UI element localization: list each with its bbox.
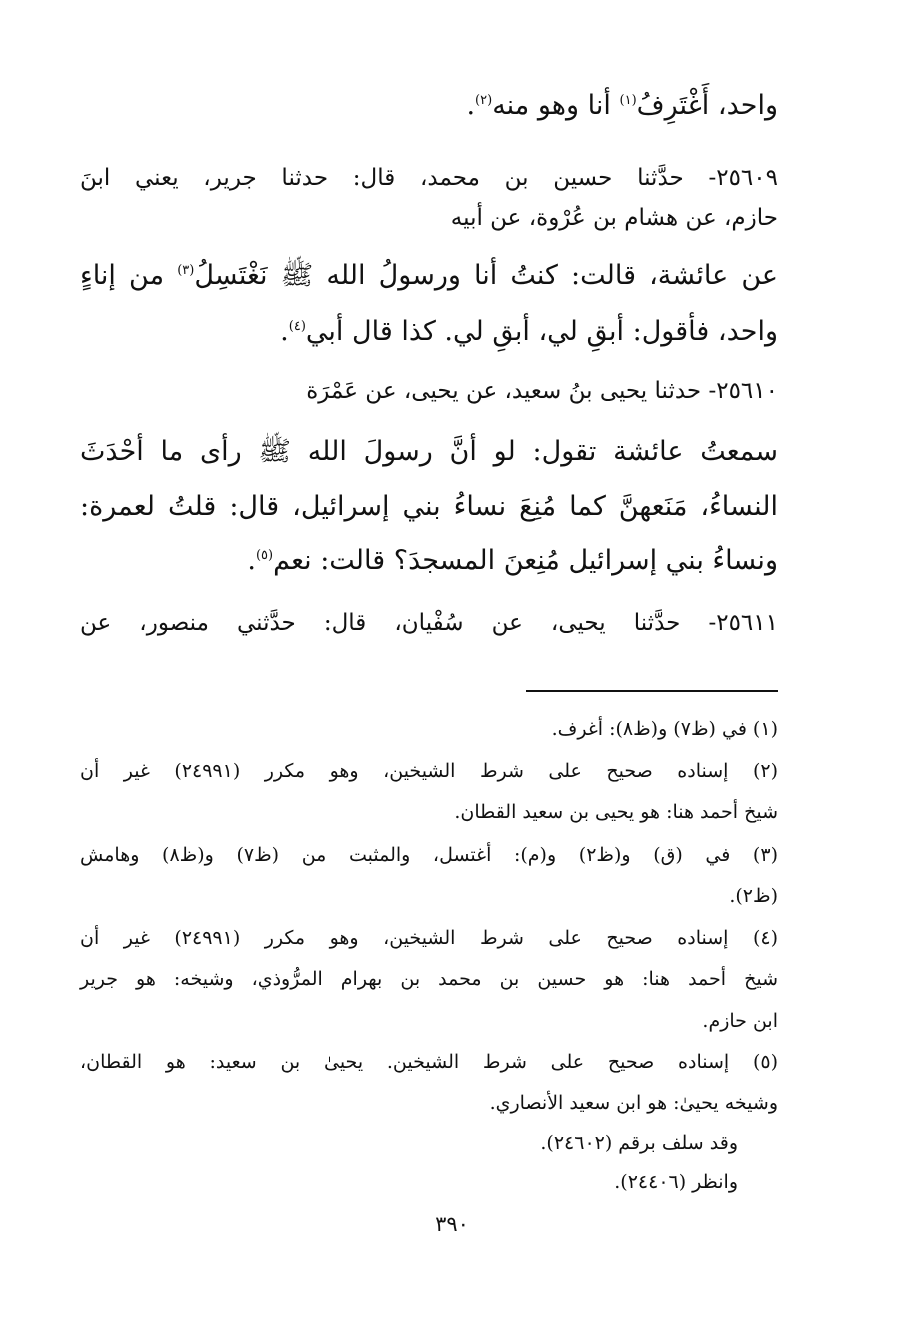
footnote-4-cont: شيخ أحمد هنا: هو حسين بن محمد بن بهرام المرُّوذي، وشيخه: هو جرير bbox=[80, 968, 778, 990]
footnote-4: (٤) إسناده صحيح على شرط الشيخين، وهو مكرر (٢٤٩٩١) غير أن bbox=[80, 927, 778, 949]
footnote-5: (٥) إسناده صحيح على شرط الشيخين. يحيىٰ بن سعيد: هو القطان، bbox=[80, 1051, 778, 1073]
page-number: ٣٩٠ bbox=[435, 1212, 469, 1236]
footnote-ref[interactable]: (٥) bbox=[255, 548, 274, 563]
footnote-5-cont: وشيخه يحيىٰ: هو ابن سعيد الأنصاري. bbox=[489, 1092, 778, 1114]
footnote-3: (٣) في (ق) و(ظ٢) و(م): أغتسل، والمثبت من (ظ٧) و(ظ٨) وهامش bbox=[80, 844, 778, 866]
hadith-number-25610: ٢٥٦١٠- حدثنا يحيى بنُ سعيد، عن يحيى، عن عَمْرَة bbox=[306, 378, 778, 404]
text-line: واحد، أَغْتَرِفُ$^{(١)}$ أنا وهو منه$^{(٢)}$. bbox=[466, 90, 778, 121]
footnote-1: (١) في (ظ٧) و(ظ٨): أغرف. bbox=[551, 718, 778, 740]
footnote-2-cont: شيخ أحمد هنا: هو يحيى بن سعيد القطان. bbox=[454, 801, 778, 823]
text-line: واحد، فأقول: أبقِ لي، أبقِ لي. كذا قال أبي$^{(٤)}$. bbox=[280, 316, 778, 347]
isnad-line: حازم، عن هشام بن عُرْوة، عن أبيه bbox=[450, 205, 778, 231]
book-page bbox=[80, 0, 778, 1337]
footnote-4-cont: ابن حازم. bbox=[702, 1010, 778, 1032]
footnote-ref[interactable]: (٣) bbox=[177, 263, 195, 278]
footnote-ref[interactable]: (٢) bbox=[475, 93, 493, 108]
footnote-3-cont: (ظ٢). bbox=[729, 885, 778, 907]
text-line: سمعتُ عائشة تقول: لو أنَّ رسولَ الله ﷺ رأى ما أحْدَثَ bbox=[80, 436, 778, 467]
footnote-divider bbox=[526, 690, 778, 692]
footnote-ref[interactable]: (٤) bbox=[288, 319, 306, 334]
footnote-5-cont: وانظر (٢٤٤٠٦). bbox=[614, 1171, 738, 1193]
footnote-5-cont: وقد سلف برقم (٢٤٦٠٢). bbox=[540, 1132, 738, 1154]
hadith-number-25609: ٢٥٦٠٩- حدَّثنا حسين بن محمد، قال: حدثنا جرير، يعني ابنَ bbox=[80, 165, 778, 191]
text-line: ونساءُ بني إسرائيل مُنِعنَ المسجدَ؟ قالت: نعم$^{(٥)}$. bbox=[247, 545, 778, 576]
text-line: النساءُ، مَنَعهنَّ كما مُنِعَ نساءُ بني إسرائيل، قال: قلتُ لعمرة: bbox=[80, 491, 778, 522]
hadith-number-25611: ٢٥٦١١- حدَّثنا يحيى، عن سُفْيان، قال: حدَّثني منصور، عن bbox=[80, 610, 778, 636]
footnote-ref[interactable]: (١) bbox=[619, 93, 637, 108]
text-line: عن عائشة، قالت: كنتُ أنا ورسولُ الله ﷺ نَغْتَسِلُ$^{(٣)}$ من إناءٍ bbox=[80, 260, 778, 291]
footnote-2: (٢) إسناده صحيح على شرط الشيخين، وهو مكرر (٢٤٩٩١) غير أن bbox=[80, 760, 778, 782]
